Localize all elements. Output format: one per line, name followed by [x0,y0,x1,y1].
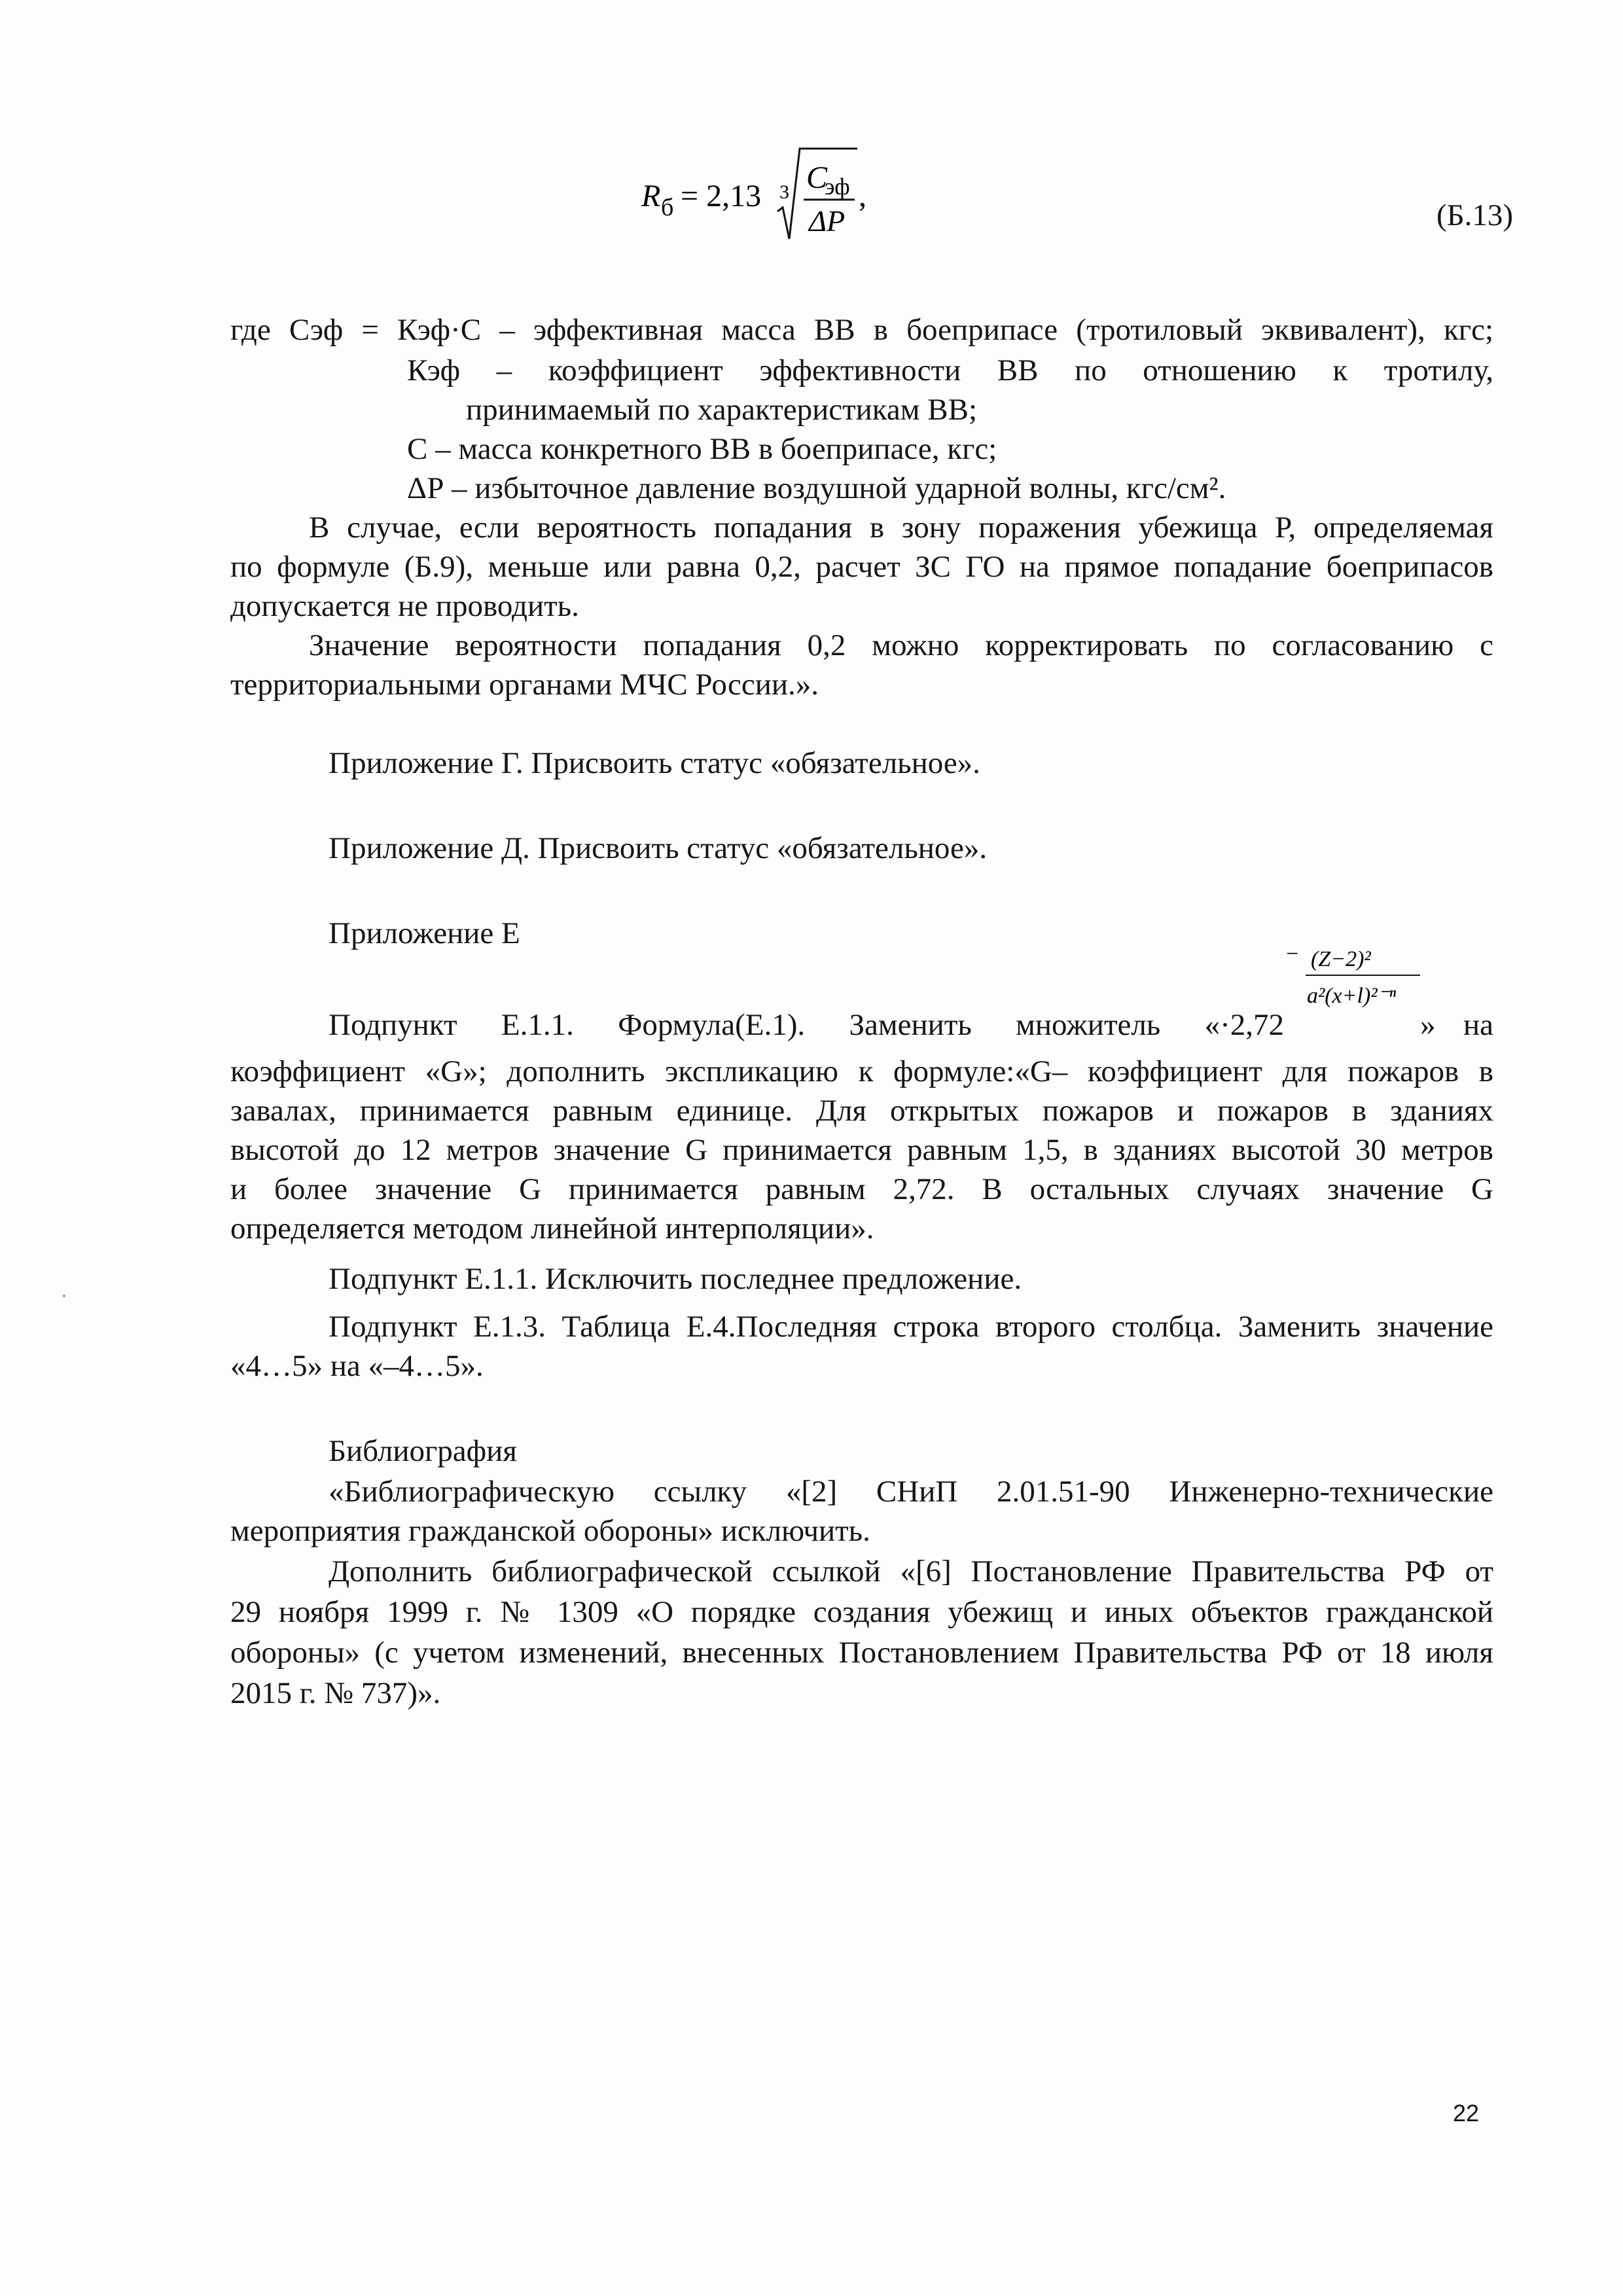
bibliography-p2-line-2: 29 ноября 1999 г. № 1309 «О порядке создания убежищ и иных объектов гражданской [230,1595,1493,1629]
subclause-e11-line-3: завалах, принимается равным единице. Для открытых пожаров и пожаров в зданиях [230,1094,1493,1128]
subclause-e11-line-1a: Подпункт Е.1.1. Формула(Е.1). Заменить множитель «·2,72 [329,1008,1284,1042]
scan-speck [63,1295,65,1297]
paragraph-2-line-2: территориальными органами МЧС России.». [230,668,819,702]
paragraph-1-line-3: допускается не проводить. [230,589,579,623]
exponent-numerator: (Z−2)² [1311,947,1371,971]
explication-line-3: принимаемый по характеристикам ВВ; [466,393,978,427]
subclause-e11-line-2: коэффициент «G»; дополнить экспликацию к формуле:«G– коэффициент для пожаров в [230,1054,1493,1088]
explication-line-1: где Сэф = Кэф·С – эффективная масса ВВ в боеприпасе (тротиловый эквивалент), кгс; [230,313,1493,347]
formula-numerator-sub: эф [825,173,850,200]
explication-line-5: ΔР – избыточное давление воздушной ударной волны, кгс/см². [407,471,1226,505]
exponent-fraction [1286,942,1423,1014]
explication-line-4: С – масса конкретного ВВ в боеприпасе, кгс; [407,432,997,466]
subclause-e11-line-6: определяется методом линейной интерполяции». [230,1211,874,1246]
equation-number: (Б.13) [1436,198,1514,232]
formula-lhs-sub: б [661,194,674,221]
subclause-e13-line-2: «4…5» на «–4…5». [230,1349,484,1383]
bibliography-heading: Библиография [329,1434,517,1468]
subclause-e13-line-1: Подпункт Е.1.3. Таблица Е.4.Последняя строка второго столбца. Заменить значение [329,1310,1493,1344]
formula-lhs: R [641,179,661,213]
paragraph-1-line-2: по формуле (Б.9), меньше или равна 0,2, расчет ЗС ГО на прямое попадание боеприпасов [230,550,1493,584]
formula-b13 [628,134,916,252]
formula-numerator: C [806,160,828,195]
appendix-g: Приложение Г. Присвоить статус «обязательное». [329,746,980,780]
explication-line-2: Кэф – коэффициент эффективности ВВ по отношению к тротилу, [407,353,1493,387]
bibliography-p2-line-3: обороны» (с учетом изменений, внесенных Постановлением Правительства РФ от 18 июля [230,1636,1493,1670]
formula-coef: = 2,13 [681,179,762,213]
subclause-e11-line-1b: » на [1420,1008,1493,1042]
formula-denominator: ΔP [809,204,846,238]
formula-root-index: 3 [779,181,789,203]
bibliography-p2-line-4: 2015 г. № 737)». [230,1676,441,1710]
svg-text:−: − [1286,942,1299,966]
paragraph-2-line-1: Значение вероятности попадания 0,2 можно корректировать по согласованию с [309,628,1493,662]
bibliography-p1-line-1: «Библиографическую ссылку «[2] СНиП 2.01.51-90 Инженерно-технические [329,1475,1493,1509]
paragraph-1-line-1: В случае, если вероятность попадания в зону поражения убежища Р, определяемая [309,511,1493,545]
subclause-e11-exclude: Подпункт Е.1.1. Исключить последнее предложение. [329,1262,1022,1296]
bibliography-p1-line-2: мероприятия гражданской обороны» исключить. [230,1514,870,1548]
page-number: 22 [1453,2100,1480,2126]
formula-trailing: , [859,179,866,213]
appendix-e: Приложение Е [329,916,520,950]
exponent-denominator: a²(x+l)²⁻ⁿ [1307,984,1397,1008]
subclause-e11-line-5: и более значение G принимается равным 2,72. В остальных случаях значение G [230,1172,1493,1206]
subclause-e11-line-4: высотой до 12 метров значение G принимается равным 1,5, в зданиях высотой 30 метров [230,1133,1493,1167]
appendix-d: Приложение Д. Присвоить статус «обязательное». [329,831,988,865]
bibliography-p2-line-1: Дополнить библиографической ссылкой «[6] Постановление Правительства РФ от [329,1554,1493,1588]
